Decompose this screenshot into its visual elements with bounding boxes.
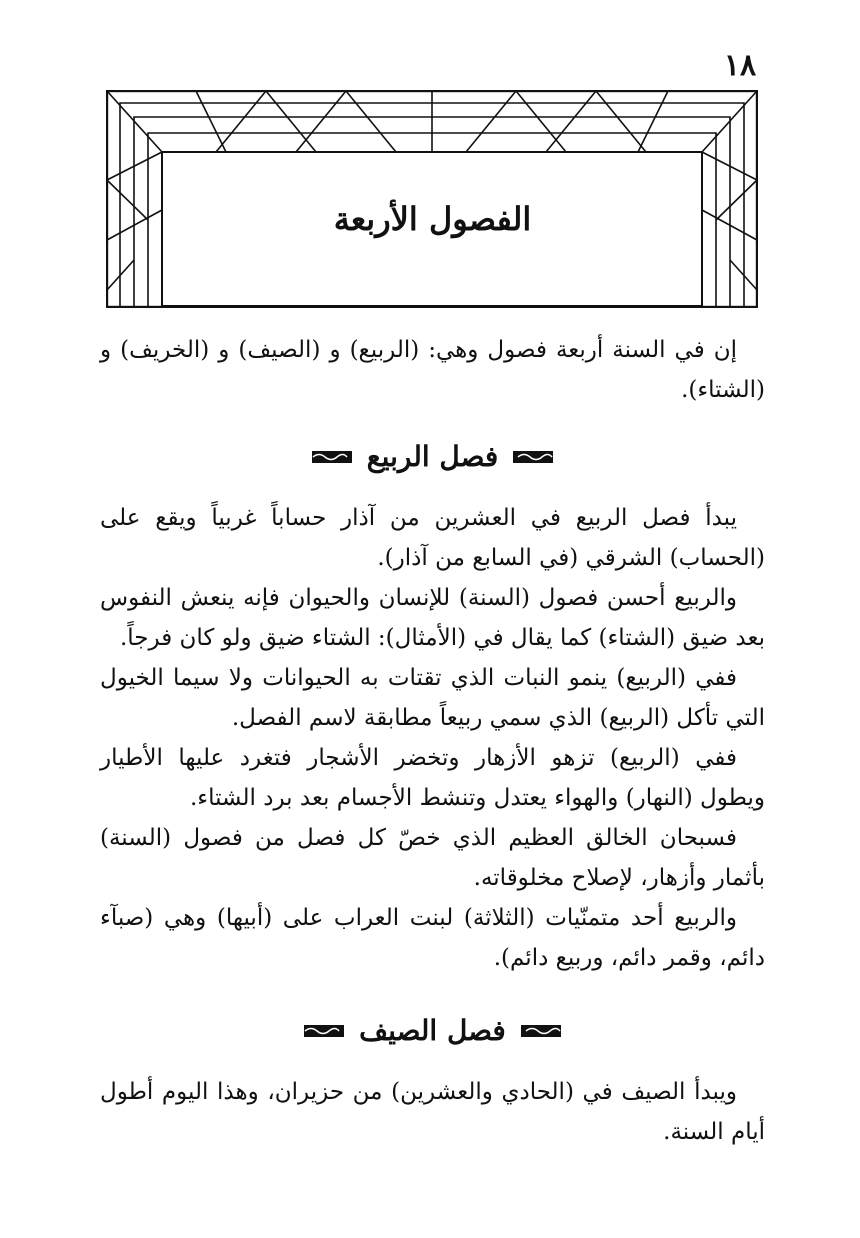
section-heading-summer [100, 1014, 765, 1047]
section-title-summer: فصل الصيف [359, 1014, 506, 1047]
paragraph: والربيع أحد متمنّيات (الثلاثة) لبنت العراب على (أبيها) وهي (صبآء دائم، وقمر دائم، وربيع دائم). [100, 905, 765, 971]
paragraph: فسبحان الخالق العظيم الذي خصّ كل فصل من فصول (السنة) بأثمار وأزهار، لإصلاح مخلوقاته. [100, 825, 765, 891]
ornament-icon [303, 1023, 345, 1039]
paragraph: ففي (الربيع) تزهو الأزهار وتخضر الأشجار فتغرد عليها الأطيار ويطول (النهار) والهواء يعتدل وتنشط الأجسام بعد برد الشتاء. [100, 745, 765, 811]
paragraph: ويبدأ الصيف في (الحادي والعشرين) من حزيران، وهذا اليوم أطول أيام السنة. [100, 1079, 765, 1145]
section-heading-spring [100, 440, 765, 473]
intro-paragraph [100, 330, 765, 410]
chapter-title: الفصول الأربعة [333, 200, 532, 238]
spring-section-body [100, 498, 765, 978]
paragraph: ففي (الربيع) ينمو النبات الذي تقتات به الحيوانات ولا سيما الخيول التي تأكل (الربيع) الذي سمي ربيعاً مطابقة لاسم الفصل. [100, 665, 765, 731]
page-number: ١٨ [723, 48, 757, 83]
chapter-title-frame [106, 90, 758, 308]
summer-section-body [100, 1072, 765, 1152]
paragraph: والربيع أحسن فصول (السنة) للإنسان والحيوان فإنه ينعش النفوس بعد ضيق (الشتاء) كما يقال في (الأمثال): الشتاء ضيق ولو كان فرجاً. [100, 585, 765, 651]
intro-text: إن في السنة أربعة فصول وهي: (الربيع) و (الصيف) و (الخريف) و (الشتاء). [100, 337, 765, 403]
ornament-icon [311, 449, 353, 465]
paragraph: يبدأ فصل الربيع في العشرين من آذار حساباً غربياً ويقع على (الحساب) الشرقي (في السابع من آذار). [100, 505, 765, 571]
ornament-icon [512, 449, 554, 465]
section-title-spring: فصل الربيع [366, 440, 499, 473]
ornament-icon [520, 1023, 562, 1039]
